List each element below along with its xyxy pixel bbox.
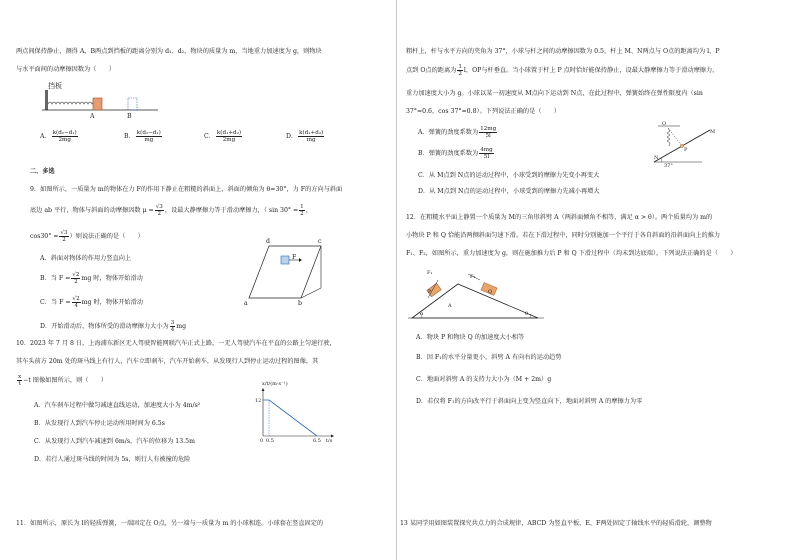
q12-option-c: C．地面对斜劈 A 的支持力大小为（M + 2m）g <box>416 376 552 383</box>
q12-text-line1: 12．在粗糙水平面上静置一个质量为 M的三角形斜劈 A（两斜面倾角不相等，满足 α > θ）。两个质量均为 m的 <box>406 214 713 221</box>
section-multi-choice-heading: 二、多选 <box>30 168 55 175</box>
q9-text-line3: cos30° = $\frac{√3}{2}$ ）则说法正确的是（ ） <box>30 230 144 243</box>
q11-text-line3: 点到 O点的距离为 $\frac{1}{2}$ l，OP与杆垂直。当小球置于杆上 P 点时恰好能保持静止，设最大静摩擦力等于滑动摩擦力， <box>406 64 719 77</box>
fig11-rod-diagram <box>640 118 720 172</box>
fig11-label-N: N <box>654 155 659 161</box>
q11-option-a: A．弹簧的劲度系数为 $\frac{12mg}{5l}$ <box>418 126 497 139</box>
column-divider <box>396 0 397 560</box>
q12-option-b: B．因 F₁的水平分量更小，斜劈 A 有向右的运动趋势 <box>416 354 562 361</box>
fig11-label-P: P <box>684 147 688 153</box>
q10-text-line3: $\frac{x}{t}$ −t 图像如图所示，则（ ） <box>18 374 108 387</box>
fig8-label-A: A <box>90 113 95 120</box>
q11-text-line2: 粗杆上，杆与水平方向的夹角为 37°，小球与杆之间的动摩擦因数为 0.5，杆上 M、N两点与 O点的距离均为 l，P <box>406 48 720 55</box>
q8-text-line2: 与水平面间的动摩擦因数为（ ） <box>16 66 115 73</box>
fig10-y-label: x/t/(m·s⁻¹) <box>262 381 288 387</box>
fig9-label-c: c <box>318 238 322 245</box>
q8-option-c: C． $\frac{\text{k(d₁+d₂)}}{2mg}$ <box>204 130 242 143</box>
q8-option-a: A． $\frac{\text{k(d₂−d₁)}}{2mg}$ <box>40 130 77 143</box>
fig10-x-tick-05: 0.5 <box>266 438 274 444</box>
fig12-label-A: A <box>448 303 452 309</box>
fig12-label-alpha: α <box>420 311 424 317</box>
fig8-label-B: B <box>127 113 132 120</box>
q9-text-line1: 9．如图所示，一质量为 m的物体在力 F的作用下静止在粗糙的斜面上，斜面的倾角为 θ=30°，力 F的方向与斜面 <box>30 186 343 193</box>
fig8-spring-diagram <box>40 90 160 124</box>
q11-option-d: D．从 M点到 N点的运动过程中，小球受到的摩擦力先减小再增大 <box>418 188 600 195</box>
q10-text-line1: 10．2023 年 7 月 8 日，上海浦东新区无人驾驶智能网联汽车正式上路，一无人驾驶汽车在平直的公路上匀速行驶， <box>16 340 336 347</box>
fig10-x-tick-0: 0 <box>260 438 264 444</box>
q8-option-b: B． $\frac{\text{k(d₂−d₁)}}{mg}$ <box>124 130 161 143</box>
fig9-incline-diagram <box>243 240 323 304</box>
q9-option-c: C．当 F = $\frac{√2}{4}$ mg 时，物体开始滑动 <box>40 296 143 309</box>
fig11-label-angle: 37° <box>664 163 673 169</box>
fig8-block-A <box>93 98 102 110</box>
fig9-label-d: d <box>266 238 270 245</box>
q9-text-line2: 底边 ab 平行，物体与斜面的动摩擦因数 μ = $\frac{√3}{2}$ ，设最大静摩擦力等于滑动摩擦力，（ sin 30° = $\frac{1}{2}$ ， <box>30 204 312 217</box>
q11-text-line4: 重力加速度大小为 g。小球以某一初速度从 M点向下运动到 N点，在此过程中，弹簧始终在弹性限度内（sin <box>406 90 703 97</box>
q9-option-d: D．开始滑动后，物体所受的滑动摩擦力大小为 $\frac{3}{4}$ mg <box>40 320 187 333</box>
q12-option-a: A．物块 P 和物块 Q 的加速度大小相等 <box>416 334 525 341</box>
fig8-board <box>45 90 48 110</box>
q12-option-d: D．若仅将 F₁的方向改平行于斜面向上变为竖直向下，地面对斜劈 A 的摩擦力为零 <box>416 398 643 405</box>
fig9-label-a: a <box>244 300 248 307</box>
fig10-line-decreasing <box>269 400 317 436</box>
q10-option-c: C．从发现行人到汽车减速到 6m/s，汽车的位移为 13.5m <box>34 438 195 445</box>
q11-option-b: B．弹簧的劲度系数为 $\frac{4mg}{5l}$ <box>418 147 493 160</box>
fig12-label-F2: F₂ <box>470 274 476 280</box>
fig8-board-label: 挡板 <box>48 82 62 90</box>
q11-text-line5: 37°=0.6，cos 37°=0.8）。下列说法正确的是（ ） <box>406 108 561 115</box>
fig9-block <box>281 256 289 264</box>
fig12-label-P: P <box>428 289 432 295</box>
q9-option-b: B．当 F = $\frac{√2}{2}$ mg 时，物体开始滑动 <box>40 272 143 285</box>
fig9-label-F: F <box>292 254 297 261</box>
fig9-label-b: b <box>298 300 302 307</box>
fig10-x-tick-65: 6.5 <box>313 438 321 444</box>
fig11-label-O: O <box>662 121 667 127</box>
fig10-y-tick: 12 <box>255 398 262 404</box>
fig11-label-M: M <box>710 129 716 135</box>
fig12-label-Q: Q <box>488 289 493 295</box>
fig8-block-B <box>128 98 137 110</box>
q11-option-c: C．从 M点到 N点的运动过程中，小球受到的摩擦力先变小再变大 <box>418 172 600 179</box>
fig12-label-theta: θ <box>525 311 529 317</box>
q9-option-a: A．斜面对物体的作用力竖直向上 <box>40 255 132 262</box>
q10-option-d: D．若行人通过斑马线的时间为 5s，则行人有被撞的危险 <box>34 456 191 463</box>
q13-text-line1: 13 某同学用如图装置探究共点力的合成规律，ABCD 为竖直平板，E、F两处固定了轴线水平的轻质滑轮，调整物 <box>400 520 712 527</box>
q10-text-line2: 其车头前方 20m 处的斑马线上有行人，汽车立即刹车，汽车开始刹车，从发现行人到停止运动过程的图像，其 <box>16 358 319 365</box>
q10-option-a: A．汽车刹车过程中做匀减速直线运动，加速度大小为 4m/s² <box>34 402 201 409</box>
fig9-slope <box>249 246 321 298</box>
q10-option-b: B．从发现行人到汽车停止运动所用时间为 6.5s <box>34 420 165 427</box>
fig8-spring <box>48 102 96 104</box>
q12-text-line3: F₁、F₂，如图所示，重力加速度为 g，则在施加推力后 P 和 Q 下滑过程中（均未到达底端），下列说法正确的是（ ） <box>406 250 737 257</box>
q8-text-line1: 两点间保持静止，测得 A、B两点到挡板的距离分别为 d₁、d₂，物块的质量为 m，当地重力加速度为 g，则物块 <box>16 48 322 55</box>
q12-text-line2: 小物块 P 和 Q 恰能沿两侧斜面匀速下滑。若在下滑过程中，同时分别施加一个平行于各自斜面的沿斜面向上的推力 <box>406 232 721 239</box>
q11-text-line1: 11．如图所示，原长为 l的轻质弹簧，一端固定在 O点，另一端与一质量为 m 的小球相连。小球套在竖直固定的 <box>16 520 324 527</box>
fig10-x-label: t/s <box>326 438 333 444</box>
fig12-label-F1: F₁ <box>427 270 433 276</box>
q8-option-d: D． $\frac{\text{k(d₁+d₂)}}{mg}$ <box>286 130 324 143</box>
fig11-spring <box>667 128 670 146</box>
